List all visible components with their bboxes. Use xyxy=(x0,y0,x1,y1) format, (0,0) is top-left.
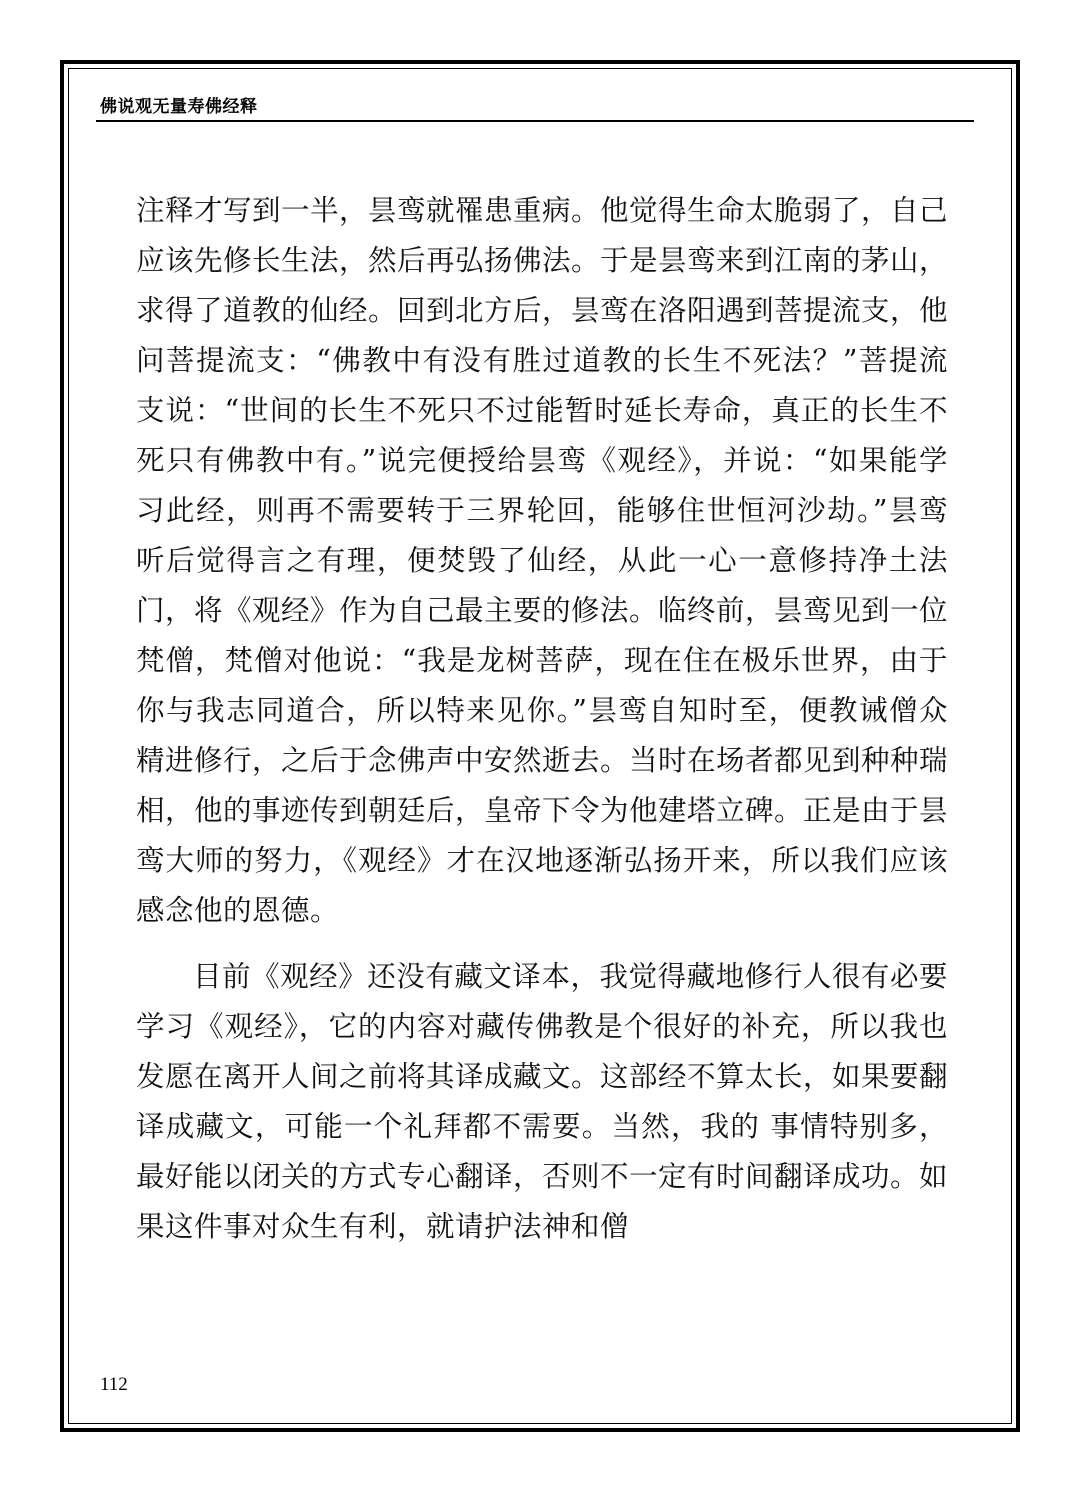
page-number: 112 xyxy=(100,1374,128,1395)
main-text xyxy=(136,186,948,1252)
paragraph-2: 目前《观经》还没有藏文译本，我觉得藏地修行人很有必要学习《观经》，它的内容对藏传佛教是个很好的补充，所以我也发愿在离开人间之前将其译成藏文。这部经不算太长，如果要翻译成藏文，可能一个礼拜都不需要。当然，我的 事情特别多，最好能以闭关的方式专心翻译，否则不一定有时间翻译成功。如果这件事对众生有利，就请护法神和僧 xyxy=(136,960,949,1243)
paragraph-1: 注释才写到一半，昙鸾就罹患重病。他觉得生命太脆弱了，自己应该先修长生法，然后再弘扬佛法。于是昙鸾来到江南的茅山，求得了道教的仙经。回到北方后，昙鸾在洛阳遇到菩提流支，他问菩提流支：“佛教中有没有胜过道教的长生不死法？”菩提流支说：“世间的长生不死只不过能暂时延长寿命，真正的长生不死只有佛教中有。”说完便授给昙鸾《观经》，并说：“如果能学习此经，则再不需要转于三界轮回，能够住世恒河沙劫。”昙鸾听后觉得言之有理，便焚毁了仙经，从此一心一意修持净土法门，将《观经》作为自己最主要的修法。临终前，昙鸾见到一位梵僧，梵僧对他说：“我是龙树菩萨，现在住在极乐世界，由于你与我志同道合，所以特来见你。”昙鸾自知时至，便教诫僧众精进修行，之后于念佛声中安然逝去。当时在场者都见到种种瑞相，他的事迹传到朝廷后，皇帝下令为他建塔立碑。正是由于昙鸾大师的努力，《观经》才在汉地逐渐弘扬开来，所以我们应该感念他的恩德。 xyxy=(136,194,949,927)
header-rule xyxy=(96,120,974,122)
running-title: 佛说观无量寿佛经释 xyxy=(100,97,258,117)
